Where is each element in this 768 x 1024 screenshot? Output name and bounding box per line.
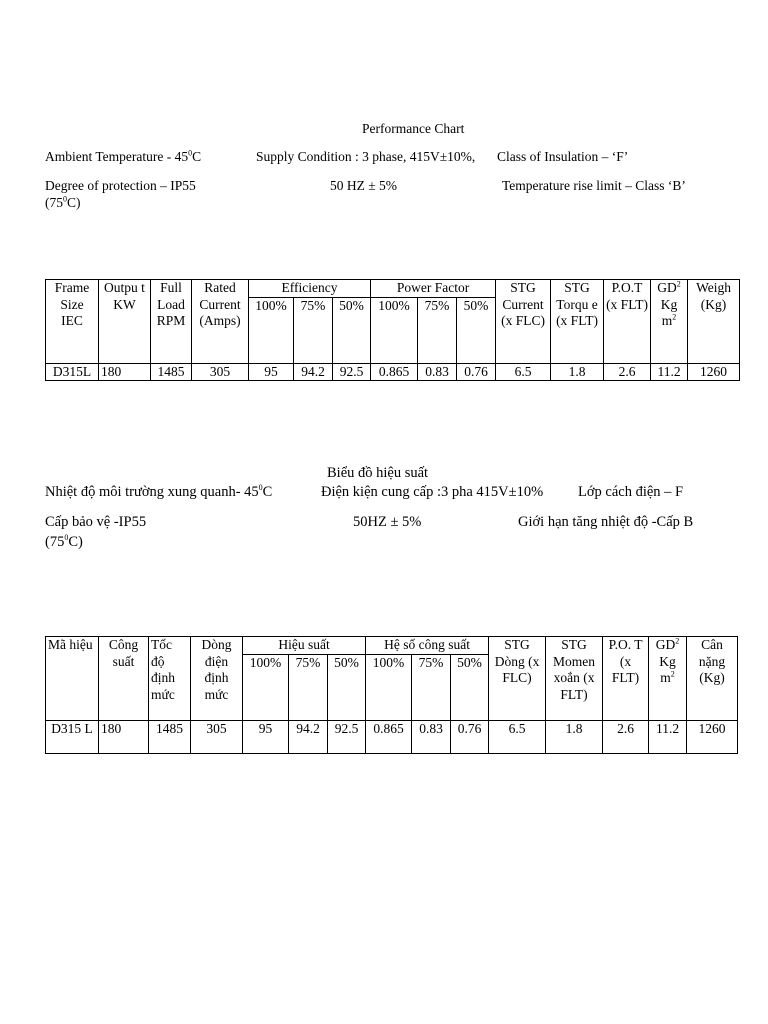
cell-pf-75-vi: 0.83 [412,720,451,753]
header-current-vi: Dòng điện định mức [191,637,243,721]
header-eff-75-vi: 75% [289,654,328,720]
protection-degree-vi: Cấp bảo vệ -IP55 [45,514,147,530]
header-stg-torque: STG Torqu e (x FLT) [551,280,604,364]
header-efficiency-vi: Hiệu suất [243,637,366,655]
header-frame-size: Frame Size IEC [46,280,99,364]
header-efficiency: Efficiency [249,280,371,298]
header-weight-vi: Cân nặng (Kg) [687,637,738,721]
header-stg-current: STG Current (x FLC) [496,280,551,364]
table-row [46,720,738,753]
header-gd2: $GD^2$ Kg $m^2$ [651,280,688,364]
temperature-rise-limit-vi: Giới hạn tăng nhiệt độ -Cấp B [518,514,694,530]
cell-pf-75: 0.83 [418,363,457,381]
header-gd2-vi: $GD^2$ Kg $m^2$ [649,637,687,721]
header-pf-100-vi: 100% [366,654,412,720]
performance-table-vietnamese [45,636,738,754]
header-pf-75-vi: 75% [412,654,451,720]
header-eff-50-vi: 50% [328,654,366,720]
header-pot: P.O.T (x FLT) [604,280,651,364]
header-stg-torque-vi: STG Momen xoắn (x FLT) [546,637,603,721]
header-pf-100: 100% [371,297,418,363]
cell-speed-vi: 1485 [149,720,191,753]
cell-pf-50-vi: 0.76 [451,720,489,753]
header-power-factor-vi: Hệ số công suất [366,637,489,655]
cell-output: 180 [99,363,151,381]
page-title-vi: Biểu đồ hiệu suất [327,465,429,481]
header-eff-75: 75% [294,297,333,363]
cell-pf-100: 0.865 [371,363,418,381]
cell-eff-50-vi: 92.5 [328,720,366,753]
cell-weight: 1260 [688,363,740,381]
header-power-vi: Công suất [99,637,149,721]
temperature-rise-continuation: $(75^0C)$ [45,194,81,210]
cell-current-vi: 305 [191,720,243,753]
header-eff-100-vi: 100% [243,654,289,720]
cell-pf-100-vi: 0.865 [366,720,412,753]
header-pot-vi: P.O. T (x FLT) [603,637,649,721]
cell-stg-current-vi: 6.5 [489,720,546,753]
cell-gd2-vi: 11.2 [649,720,687,753]
cell-pot-vi: 2.6 [603,720,649,753]
header-pf-50-vi: 50% [451,654,489,720]
header-rated-current: Rated Current (Amps) [192,280,249,364]
cell-frame: D315L [46,363,99,381]
header-pf-50: 50% [457,297,496,363]
header-rpm: Full Load RPM [151,280,192,364]
performance-table-english [45,279,740,381]
cell-power-vi: 180 [99,720,149,753]
cell-gd2: 11.2 [651,363,688,381]
cell-eff-75-vi: 94.2 [289,720,328,753]
header-pf-75: 75% [418,297,457,363]
cell-eff-75: 94.2 [294,363,333,381]
cell-weight-vi: 1260 [687,720,738,753]
cell-eff-50: 92.5 [333,363,371,381]
header-stg-current-vi: STG Dòng (x FLC) [489,637,546,721]
protection-degree: Degree of protection – IP55 [45,178,196,193]
cell-stg-torque: 1.8 [551,363,604,381]
cell-stg-current: 6.5 [496,363,551,381]
supply-condition: Supply Condition : 3 phase, 415V±10%, [256,149,476,164]
cell-pf-50: 0.76 [457,363,496,381]
insulation-class-vi: Lớp cách điện – F [578,484,684,500]
ambient-temperature-vi: Nhiệt độ môi trường xung quanh- $45^0C$ [45,483,273,500]
cell-current: 305 [192,363,249,381]
table-row [46,363,740,381]
cell-eff-100: 95 [249,363,294,381]
frequency: 50 HZ ± 5% [330,178,398,193]
cell-rpm: 1485 [151,363,192,381]
temperature-rise-limit: Temperature rise limit – Class ‘B’ [502,178,686,193]
cell-stg-torque-vi: 1.8 [546,720,603,753]
cell-pot: 2.6 [604,363,651,381]
temperature-rise-continuation-vi: $(75^0C)$ [45,533,83,550]
frequency-vi: 50HZ ± 5% [353,514,422,530]
header-output: Outpu t KW [99,280,151,364]
supply-condition-vi: Điện kiện cung cấp :3 pha 415V±10% [321,484,544,500]
header-eff-50: 50% [333,297,371,363]
header-eff-100: 100% [249,297,294,363]
header-code-vi: Mã hiệu [46,637,99,721]
header-speed-vi: Tốc độ định mức [149,637,191,721]
ambient-temperature: Ambient Temperature - $45^0C$ [45,148,202,164]
insulation-class: Class of Insulation – ‘F’ [497,149,629,164]
header-power-factor: Power Factor [371,280,496,298]
cell-eff-100-vi: 95 [243,720,289,753]
header-weight: Weigh (Kg) [688,280,740,364]
cell-code-vi: D315 L [46,720,99,753]
page-title: Performance Chart [362,121,465,136]
